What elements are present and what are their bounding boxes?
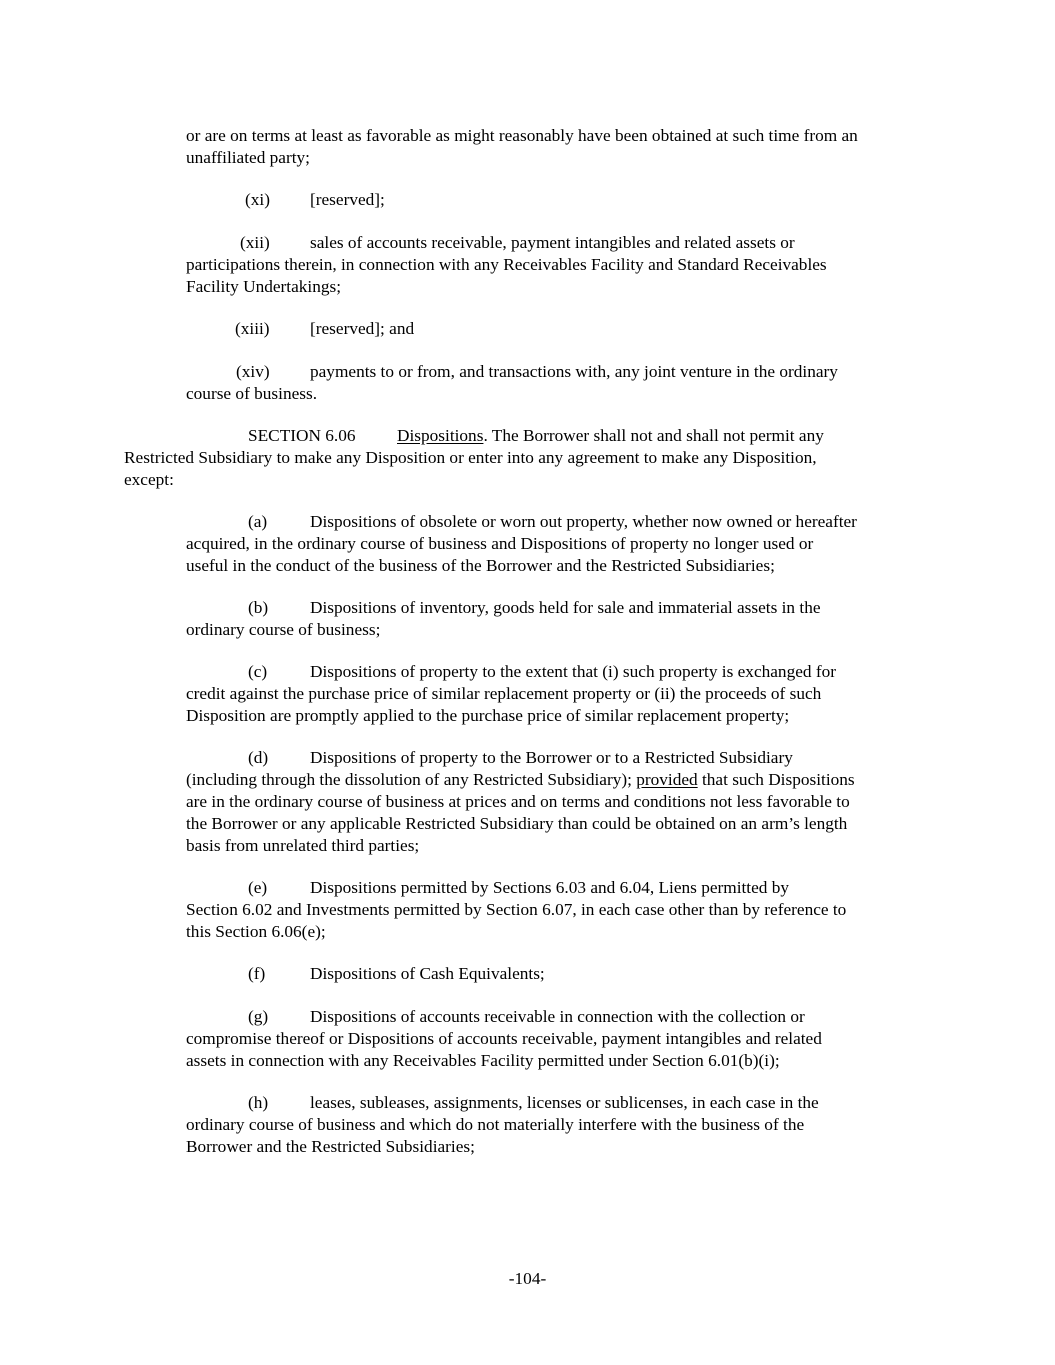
clause-text-line-1: Dispositions of property to the Borrower or to a Restricted Subsidiary [310,748,793,767]
clause-text-line-3: this Section 6.06(e); [186,922,326,941]
clause-xiv [186,361,931,405]
clause-label: (xii) [240,233,270,252]
clause-text-line-1: Dispositions of property to the extent that (i) such property is exchanged for [310,662,836,681]
clause-text-line-3: are in the ordinary course of business at prices and on terms and conditions not less favorable to [186,792,850,811]
clause-xii [186,232,931,298]
clause-text-line-5: basis from unrelated third parties; [186,836,420,855]
intro-paragraph [186,125,931,169]
clause-text-line-1: sales of accounts receivable, payment intangibles and related assets or [310,233,795,252]
clause-text-line-2: credit against the purchase price of similar replacement property or (ii) the proceeds of such [186,684,822,703]
clause-text-line-3: useful in the conduct of the business of the Borrower and the Restricted Subsidiaries; [186,556,775,575]
clause-text-line-2: ordinary course of business and which do not materially interfere with the business of the [186,1115,805,1134]
clause-text-line-1: Dispositions permitted by Sections 6.03 and 6.04, Liens permitted by [310,878,790,897]
clause-label: (a) [248,512,268,531]
clause-text: [reserved]; and [310,319,415,338]
clause-text-line-2a: (including through the dissolution of any Restricted Subsidiary); [186,770,637,789]
clause-text-line-1: payments to or from, and transactions with, any joint venture in the ordinary [310,362,838,381]
clause-xi [186,189,931,211]
clause-text: [reserved]; [310,190,385,209]
clause-text-line-2: acquired, in the ordinary course of business and Dispositions of property no longer used or [186,534,814,553]
clause-text-line-2: course of business. [186,384,318,403]
clause-text-line-1: Dispositions of accounts receivable in connection with the collection or [310,1007,805,1026]
clause-text-line-1: Dispositions of Cash Equivalents; [310,964,545,983]
clause-label: (g) [248,1007,269,1026]
clause-label: (h) [248,1093,269,1112]
section-text-line-2: Restricted Subsidiary to make any Disposition or enter into any agreement to make any Disposition, [124,448,817,467]
intro-line-1: or are on terms at least as favorable as might reasonably have been obtained at such time from an [186,126,858,145]
clause-text-line-2: participations therein, in connection with any Receivables Facility and Standard Receivables [186,255,827,274]
section-heading: Dispositions [397,426,484,445]
clause-label: (c) [248,662,268,681]
section-6-06 [124,425,924,491]
clause-label: (d) [248,748,269,767]
clause-label: (e) [248,878,268,897]
clause-b [186,597,931,641]
clause-text-line-4: the Borrower or any applicable Restricted Subsidiary than could be obtained on an arm’s length [186,814,848,833]
clause-text-line-2: compromise thereof or Dispositions of accounts receivable, payment intangibles and related [186,1029,822,1048]
clause-h [186,1092,931,1158]
clause-text-line-3: Facility Undertakings; [186,277,342,296]
page-number: -104- [508,1269,547,1288]
clause-text-line-3: Borrower and the Restricted Subsidiaries; [186,1137,475,1156]
clause-text-line-1: Dispositions of obsolete or worn out property, whether now owned or hereafter [310,512,857,531]
section-text-line-3: except: [124,470,174,489]
clause-label: (b) [248,598,269,617]
clause-g [186,1006,931,1072]
clause-d [186,747,931,857]
section-text-line-1: . The Borrower shall not and shall not permit any [483,426,824,445]
clause-text-line-2b: that such Dispositions [697,770,855,789]
clause-f [186,963,931,985]
section-number: SECTION 6.06 [248,426,356,445]
clause-text-line-1: Dispositions of inventory, goods held for sale and immaterial assets in the [310,598,821,617]
clause-text-line-2: Section 6.02 and Investments permitted by Section 6.07, in each case other than by reference to [186,900,847,919]
clause-text-line-1: leases, subleases, assignments, licenses or sublicenses, in each case in the [310,1093,819,1112]
clause-xiii [186,318,931,340]
clause-label: (xi) [245,190,270,209]
clause-text-line-3: assets in connection with any Receivables Facility permitted under Section 6.01(b)(i); [186,1051,780,1070]
clause-a [186,511,931,577]
clause-text-line-3: Disposition are promptly applied to the purchase price of similar replacement property; [186,706,790,725]
provided-term: provided [636,770,698,789]
clause-label: (f) [248,964,266,983]
clause-text-line-2: ordinary course of business; [186,620,381,639]
intro-line-2: unaffiliated party; [186,148,310,167]
clause-label: (xiv) [236,362,270,381]
clause-c [186,661,931,727]
clause-e [186,877,931,943]
clause-label: (xiii) [235,319,270,338]
